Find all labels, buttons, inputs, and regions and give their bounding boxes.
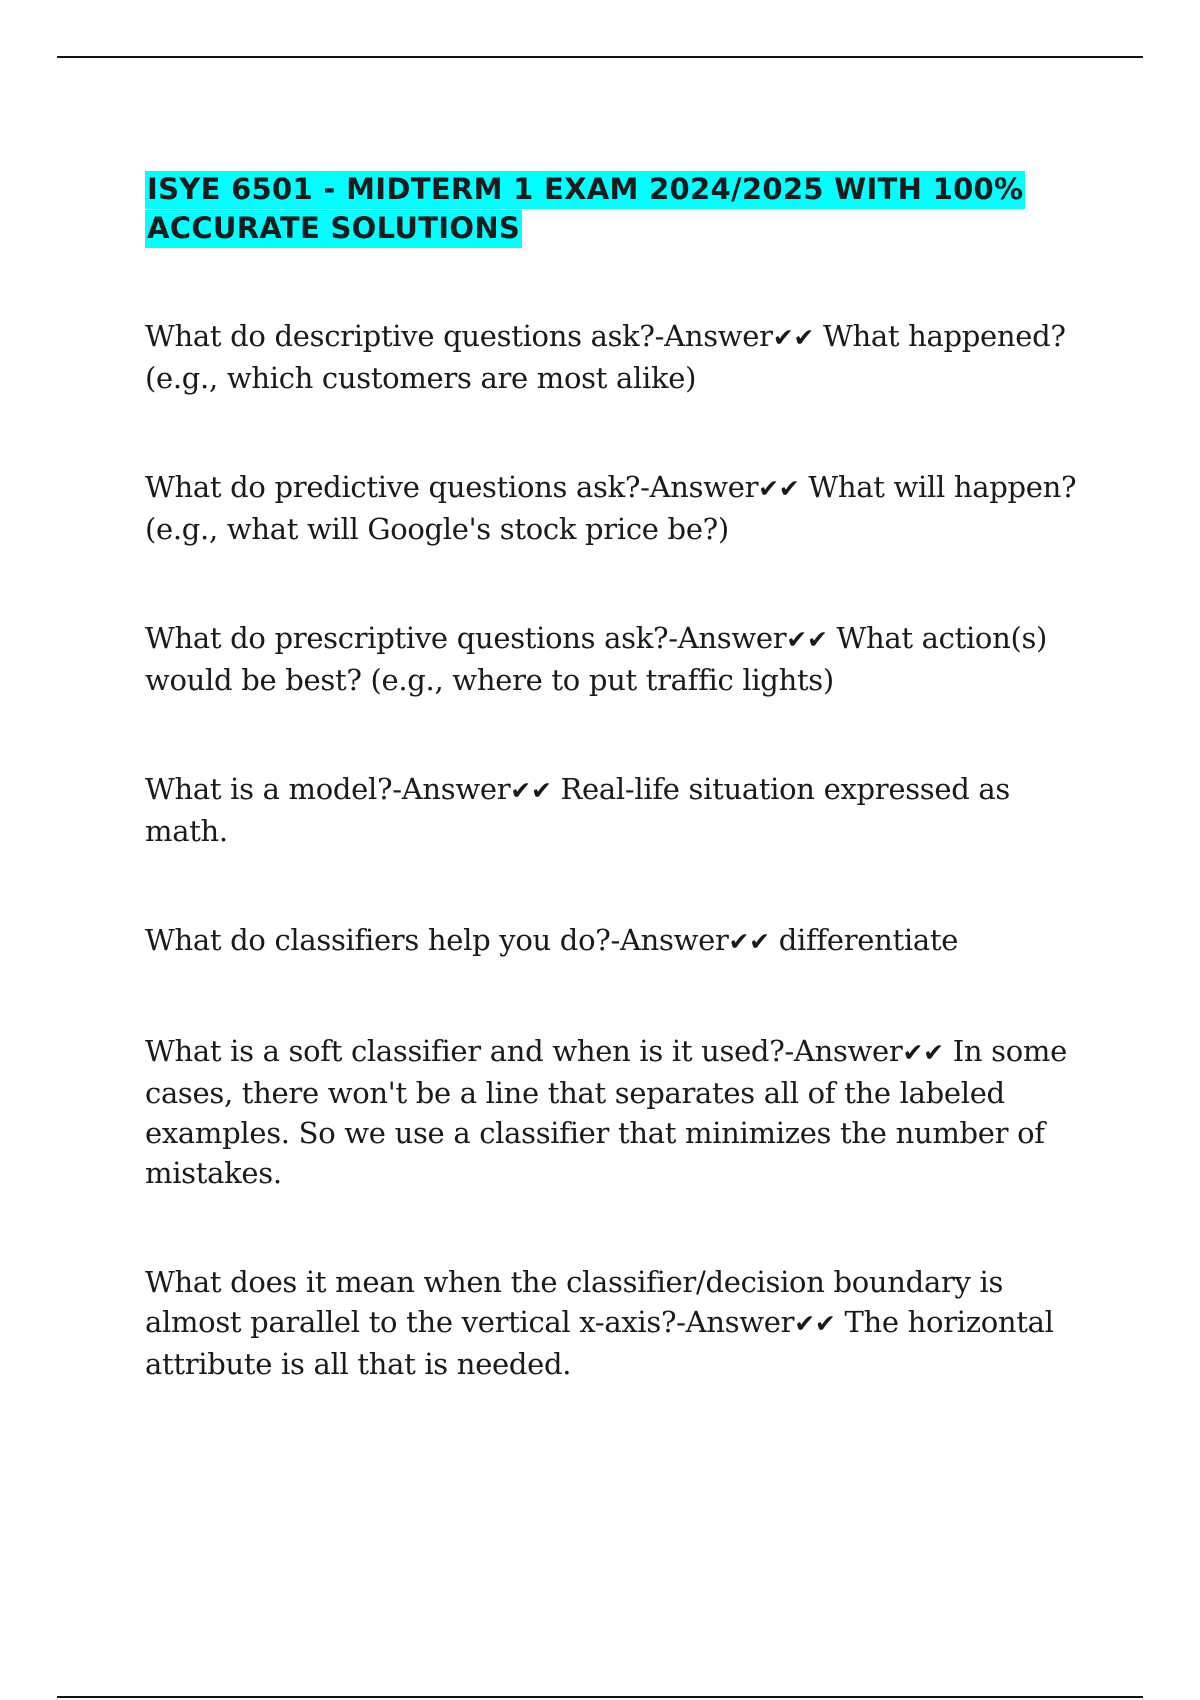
footer-rule xyxy=(57,1696,1143,1698)
question-text: What do predictive questions ask?-Answer xyxy=(145,470,759,504)
answer-text: The horizontal attribute is all that is needed. xyxy=(145,1305,1054,1381)
answer-text: Real-life situation expressed as math. xyxy=(145,772,1010,848)
question-text: What is a soft classifier and when is it used?-Answer xyxy=(145,1034,903,1068)
checkmark-icon: ✔✔ xyxy=(786,625,828,654)
answer-text: In some cases, there won't be a line that separates all of the labeled examples. So we use a classifier that minimizes the number of mistakes. xyxy=(145,1034,1067,1190)
question-text: What do prescriptive questions ask?-Answer xyxy=(145,621,787,655)
answer-text: What happened? (e.g., which customers are most alike) xyxy=(145,319,1066,395)
checkmark-icon: ✔✔ xyxy=(902,1038,944,1067)
qa-item xyxy=(145,316,1090,398)
question-text: What do descriptive questions ask?-Answer xyxy=(145,319,773,353)
qa-item xyxy=(145,1262,1090,1384)
checkmark-icon: ✔✔ xyxy=(728,927,770,956)
header-rule xyxy=(57,56,1143,58)
checkmark-icon: ✔✔ xyxy=(510,776,552,805)
question-text: What does it mean when the classifier/decision boundary is almost parallel to the vertical x-axis?-Answer xyxy=(145,1265,1004,1339)
qa-item xyxy=(145,769,1090,851)
document-body xyxy=(145,170,1090,1453)
checkmark-icon: ✔✔ xyxy=(772,323,815,352)
question-text: What do classifiers help you do?-Answer xyxy=(145,923,729,957)
document-title xyxy=(145,170,1090,248)
checkmark-icon: ✔✔ xyxy=(758,474,800,503)
question-text: What is a model?-Answer xyxy=(145,772,511,806)
answer-text: differentiate xyxy=(778,923,959,957)
qa-item xyxy=(145,618,1090,700)
answer-text: What action(s) would be best? (e.g., where to put traffic lights) xyxy=(145,621,1048,697)
qa-item xyxy=(145,467,1090,549)
qa-item xyxy=(145,920,1090,962)
title-highlight: ISYE 6501 - MIDTERM 1 EXAM 2024/2025 WITH 100% ACCURATE SOLUTIONS xyxy=(145,171,1025,248)
qa-item xyxy=(145,1031,1090,1193)
checkmark-icon: ✔✔ xyxy=(794,1309,836,1338)
answer-text: What will happen? (e.g., what will Google's stock price be?) xyxy=(145,470,1077,546)
